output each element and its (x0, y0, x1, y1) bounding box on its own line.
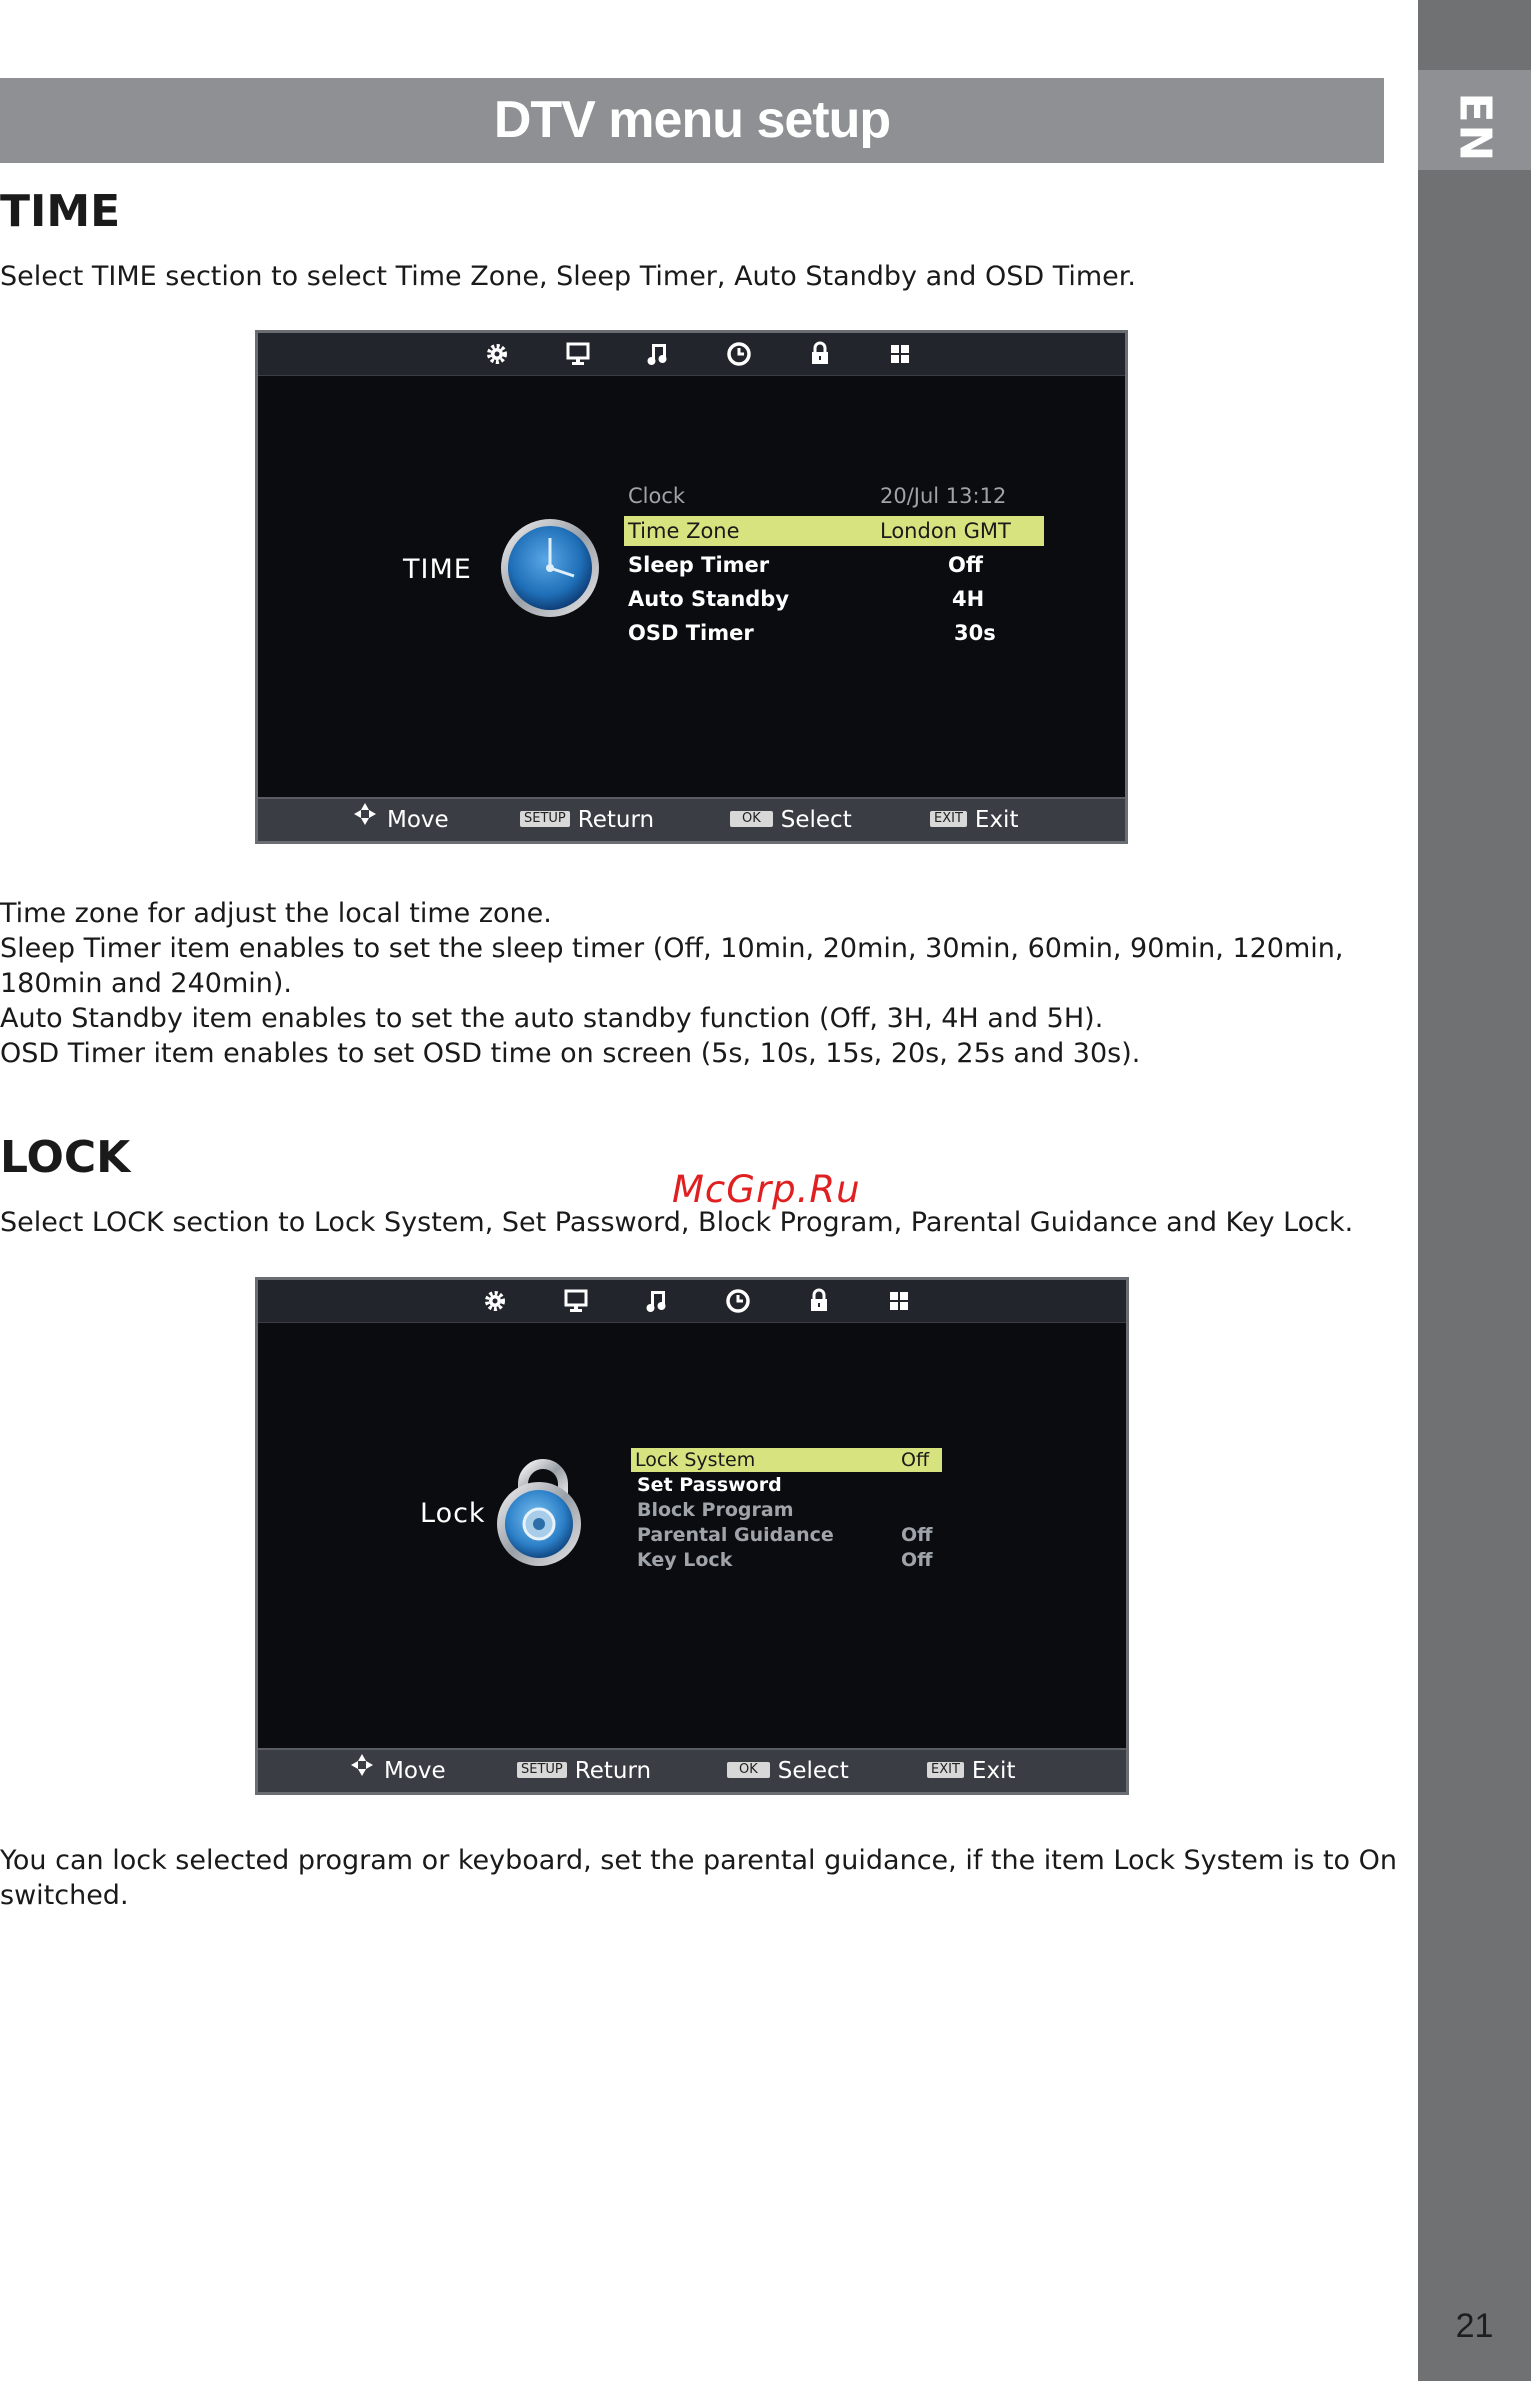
clock-graphic (498, 516, 602, 620)
hint-return (520, 799, 654, 841)
apps-icon[interactable] (885, 339, 915, 369)
move-arrows-icon (350, 1749, 374, 1791)
hint-return-label: Return (574, 1758, 652, 1784)
clock-icon[interactable] (723, 1286, 753, 1316)
menu-row-value: London GMT (880, 519, 1011, 543)
move-arrows-icon (353, 798, 377, 840)
watermark: McGrp.Ru (672, 1168, 861, 1211)
hint-move-label: Move (384, 1758, 446, 1784)
ok-key-icon: OK (727, 1762, 770, 1778)
menu-row-parental-guidance[interactable] (633, 1523, 944, 1547)
page-number: 21 (1455, 2307, 1494, 2345)
hint-select (730, 799, 852, 841)
hint-bar (258, 797, 1125, 841)
menu-row-label: Block Program (637, 1499, 794, 1521)
menu-row-block-program[interactable] (633, 1498, 944, 1522)
lock-icon[interactable] (804, 1286, 834, 1316)
time-section-title: TIME (0, 186, 121, 237)
menu-icon-bar (258, 1280, 1126, 1323)
menu-row-clock[interactable] (624, 481, 1044, 511)
description-line: Auto Standby item enables to set the auto standby function (Off, 3H, 4H and 5H). (0, 1003, 1104, 1034)
padlock-graphic (493, 1458, 593, 1568)
hint-return-label: Return (577, 807, 655, 833)
side-tab (1418, 0, 1531, 2381)
settings-icon[interactable] (480, 1286, 510, 1316)
menu-row-sleep-timer[interactable] (624, 550, 1044, 580)
menu-row-label: Lock System (635, 1449, 756, 1471)
music-icon[interactable] (643, 339, 673, 369)
menu-row-set-password[interactable] (633, 1473, 944, 1497)
menu-row-value: Off (901, 1449, 930, 1471)
hint-bar (258, 1748, 1126, 1792)
description-line: 180min and 240min). (0, 968, 292, 999)
language-label: EN (1449, 92, 1501, 164)
menu-row-osd-timer[interactable] (624, 618, 1044, 648)
settings-icon[interactable] (482, 339, 512, 369)
exit-key-icon: EXIT (930, 811, 967, 827)
lock-section-intro: Select LOCK section to Lock System, Set Password, Block Program, Parental Guidance and Key Lock. (0, 1207, 1354, 1238)
lock-description (0, 1843, 1397, 1913)
lock-section-title: LOCK (0, 1132, 131, 1183)
hint-select (727, 1750, 849, 1792)
hint-exit-label: Exit (971, 1758, 1016, 1784)
description-line: switched. (0, 1880, 129, 1911)
menu-row-lock-system[interactable] (631, 1448, 942, 1472)
page-title: DTV menu setup (493, 91, 891, 149)
menu-row-auto-standby[interactable] (624, 584, 1044, 614)
menu-icon-bar (258, 333, 1125, 376)
menu-icons (258, 339, 1125, 369)
menu-row-time-zone[interactable] (624, 516, 1044, 546)
description-line: Sleep Timer item enables to set the sleep timer (Off, 10min, 20min, 30min, 60min, 90min, 120min, (0, 933, 1344, 964)
exit-key-icon: EXIT (927, 1762, 964, 1778)
menu-row-label: Parental Guidance (637, 1524, 834, 1546)
menu-row-label: Time Zone (628, 519, 740, 543)
hint-return (517, 1750, 651, 1792)
hint-move (353, 799, 449, 841)
hint-exit (930, 799, 1018, 841)
description-line: You can lock selected program or keyboard, set the parental guidance, if the item Lock System is to On (0, 1845, 1397, 1876)
menu-icons (258, 1286, 1126, 1316)
time-menu-screen (255, 330, 1128, 844)
menu-row-label: Clock (628, 484, 686, 508)
menu-row-value: 30s (954, 621, 996, 645)
setup-key-icon: SETUP (520, 811, 570, 827)
hint-move (350, 1750, 446, 1792)
menu-row-label: Set Password (637, 1474, 782, 1496)
hint-select-label: Select (777, 1758, 849, 1784)
menu-row-label: Auto Standby (628, 587, 790, 611)
lock-icon[interactable] (805, 339, 835, 369)
menu-row-value: Off (901, 1524, 933, 1546)
description-line: OSD Timer item enables to set OSD time on screen (5s, 10s, 15s, 20s, 25s and 30s). (0, 1038, 1141, 1069)
menu-row-value: 20/Jul 13:12 (880, 484, 1007, 508)
header-band (0, 78, 1384, 163)
clock-icon[interactable] (724, 339, 754, 369)
hint-select-label: Select (780, 807, 852, 833)
ok-key-icon: OK (730, 811, 773, 827)
menu-row-label: OSD Timer (628, 621, 754, 645)
time-description (0, 896, 1384, 1071)
time-section-label: TIME (403, 554, 472, 585)
lock-section-label: Lock (420, 1498, 486, 1529)
monitor-icon[interactable] (561, 1286, 591, 1316)
music-icon[interactable] (642, 1286, 672, 1316)
apps-icon[interactable] (884, 1286, 914, 1316)
menu-row-value: Off (901, 1549, 933, 1571)
time-section-intro: Select TIME section to select Time Zone, Sleep Timer, Auto Standby and OSD Timer. (0, 261, 1136, 292)
hint-exit (927, 1750, 1015, 1792)
lock-menu-screen (255, 1277, 1129, 1795)
menu-row-label: Key Lock (637, 1549, 733, 1571)
monitor-icon[interactable] (563, 339, 593, 369)
menu-row-value: 4H (952, 587, 985, 611)
setup-key-icon: SETUP (517, 1762, 567, 1778)
menu-row-key-lock[interactable] (633, 1548, 944, 1572)
description-line: Time zone for adjust the local time zone. (0, 898, 552, 929)
menu-row-value: Off (948, 553, 983, 577)
hint-move-label: Move (387, 807, 449, 833)
menu-row-label: Sleep Timer (628, 553, 770, 577)
hint-exit-label: Exit (974, 807, 1019, 833)
